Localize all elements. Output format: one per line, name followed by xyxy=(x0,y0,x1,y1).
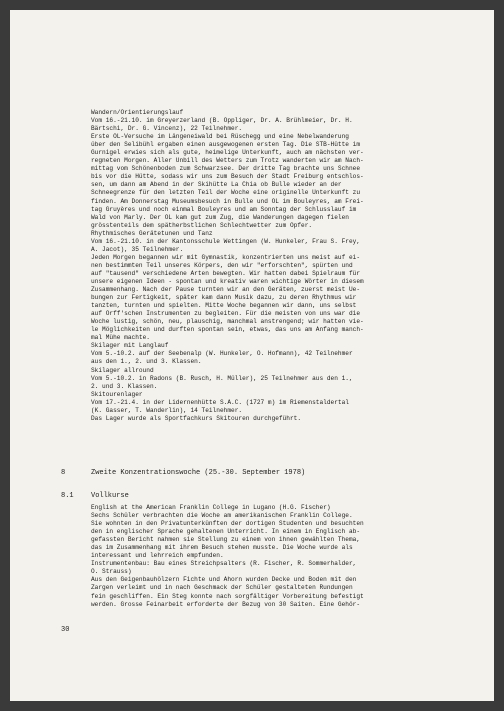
text-line: Vom 5.-10.2. auf der Seebenalp (W. Hunkeler, O. Hofmann), 42 Teilnehmer xyxy=(91,350,353,358)
text-line: regneten Morgen. Aller Unbill des Wetters zum Trotz wanderten wir am Nach- xyxy=(91,157,364,165)
top-text-block xyxy=(91,109,364,423)
text-line: (K. Gasser, T. Wanderlin), 14 Teilnehmer. xyxy=(91,406,243,414)
text-line: Vom 16.-21.10. im Greyerzerland (B. Oppliger, Dr. A. Brühlmeier, Dr. H. xyxy=(91,117,353,125)
bottom-text-block xyxy=(91,504,364,609)
text-line: Sechs Schüler verbrachten die Woche am amerikanischen Franklin College. xyxy=(91,512,353,520)
document-page xyxy=(10,10,494,701)
text-line: Vom 5.-10.2. in Radons (B. Rusch, H. Müller), 25 Teilnehmer aus den 1., xyxy=(91,374,353,382)
section-8-number: 8 xyxy=(61,469,66,477)
text-line: Jeden Morgen begannen wir mit Gymnastik, konzentrierten uns meist auf ei- xyxy=(91,253,361,261)
text-line: Wald von Marly. Der OL kam gut zum Zug, die Wanderungen dagegen fielen xyxy=(91,213,349,221)
text-line: A. Jacot), 35 Teilnehmer. xyxy=(91,245,184,253)
text-line: mittag vom Schönenboden zum Schwarzsee. Der dritte Tag brachte uns Schnee xyxy=(91,165,361,173)
text-line: finden. Am Donnerstag Museumsbesuch in Bulle und OL im Bouleyres, am Frei- xyxy=(91,197,364,205)
text-line: aus den 1., 2. und 3. Klassen. xyxy=(91,358,202,366)
text-line: gefassten Bericht nahmen sie Stellung zu einem von ihnen gewählten Thema, xyxy=(91,536,361,544)
text-line: auf Orff'schen Instrumenten zu begleiten. Für die meisten von uns war die xyxy=(91,310,361,318)
section-8-1-number: 8.1 xyxy=(61,492,74,500)
text-line: Instrumentenbau: Bau eines Streichpsalters (R. Fischer, R. Sommerhalder, xyxy=(91,560,357,568)
text-line: Das Lager wurde als Sportfachkurs Skitouren durchgeführt. xyxy=(91,414,302,422)
section-8-title: Zweite Konzentrationswoche (25.-30. September 1978) xyxy=(91,469,306,477)
text-line: fein geschliffen. Ein Steg konnte nach sorgfältiger Vorbereitung befestigt xyxy=(91,592,364,600)
text-line: Sie wohnten in den Privatunterkünften der dortigen Studenten und besuchten xyxy=(91,520,364,528)
text-line: Vom 17.-21.4. in der Lidernenhütte S.A.C. (1727 m) im Riemenstaldertal xyxy=(91,398,349,406)
page-number: 30 xyxy=(61,626,70,634)
text-line: Skitourenlager xyxy=(91,390,143,398)
text-line: Woche lustig, schön, neu, plauschig, manchmal anstrengend; wir hatten vie- xyxy=(91,318,364,326)
text-line: das im Zusammenhang mit ihrem Besuch stehen musste. Die Woche wurde als xyxy=(91,544,353,552)
text-line: Skilager allround xyxy=(91,366,154,374)
text-line: werden. Grosse Feinarbeit erforderte der Bezug von 30 Saiten. Eine Gehör- xyxy=(91,600,361,608)
text-line: O. Strauss) xyxy=(91,568,132,576)
text-line: über den Selibühl ergaben einen ausgewogenen ersten Tag. Die STB-Hütte im xyxy=(91,141,361,149)
text-line: interessant und lehrreich empfunden. xyxy=(91,552,224,560)
text-line: Vom 16.-21.10. in der Kantonsschule Wettingen (W. Hunkeler, Frau S. Frey, xyxy=(91,237,361,245)
text-line: Skilager mit Langlauf xyxy=(91,342,169,350)
text-line: Schneegrenze für den letzten Teil der Woche eine originelle Unterkunft zu xyxy=(91,189,361,197)
text-line: unsere eigenen Ideen - spontan und kreativ waren wichtige Wörter in diesem xyxy=(91,277,364,285)
text-line: Zargen verleimt und in nach Geschmack der Schüler gestalteten Rundungen xyxy=(91,584,353,592)
text-line: Aus den Geigenbauhölzern Fichte und Ahorn wurden Decke und Boden mit den xyxy=(91,576,357,584)
text-line: 2. und 3. Klassen. xyxy=(91,382,158,390)
text-line: Rhythmisches Gerätetunen und Tanz xyxy=(91,229,213,237)
text-line: Gurnigel erwies sich als gute, heimelige Unterkunft, auch am nächsten ver- xyxy=(91,149,364,157)
text-line: tag Gruyères und noch einmal Bouleyres und am Sonntag der Schlusslauf im xyxy=(91,205,357,213)
text-line: tanzten, turnten und spielten. Mitte Woche begannen wir dann, uns selbst xyxy=(91,302,357,310)
text-line: Erste OL-Versuche im Längeneiwald bei Rüschegg und eine Nebelwanderung xyxy=(91,133,349,141)
text-line: Zusammenhang. Nach der Pause turnten wir an den Geräten, zuerst meist Ue- xyxy=(91,286,361,294)
text-line: Bärtschi, Dr. G. Vincenz), 22 Teilnehmer. xyxy=(91,125,243,133)
text-line: den in englischer Sprache gehaltenen Unterricht. In einem in Englisch ab- xyxy=(91,528,361,536)
text-line: bis vor die Hütte, sodass wir uns zum Besuch der Stadt Freiburg entschlos- xyxy=(91,173,364,181)
text-line: auf "tausend" verschiedene Arten bewegten. Wir hatten dabei Spielraum für xyxy=(91,269,361,277)
text-line: grösstenteils dem spätherbstlichen Schlechtwetter zum Opfer. xyxy=(91,221,313,229)
text-line: mal Mühe machte. xyxy=(91,334,150,342)
text-line: bungen zur Fertigkeit, später kam dann Musik dazu, zu deren Rhythmus wir xyxy=(91,294,357,302)
text-line: nen bestimmten Teil unseres Körpers, den wir "erforschten", spürten und xyxy=(91,261,353,269)
text-line: sen, um dann am Abend in der Skihütte La Chia ob Bulle wieder an der xyxy=(91,181,342,189)
text-line: Wandern/Orientierungslauf xyxy=(91,109,184,116)
text-line: le Möglichkeiten und durften spontan sein, etwas, das uns am Anfang manch- xyxy=(91,326,364,334)
text-line: English at the American Franklin College in Lugano (H.G. Fischer) xyxy=(91,504,331,511)
section-8-1-title: Vollkurse xyxy=(91,492,129,500)
